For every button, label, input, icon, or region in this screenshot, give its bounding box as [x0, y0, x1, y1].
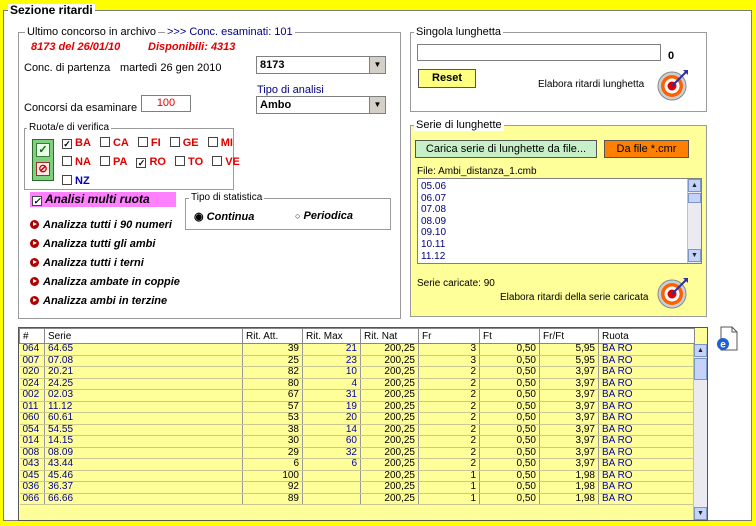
table-cell: 200,25 [361, 378, 419, 390]
table-row[interactable] [20, 401, 695, 413]
col-header[interactable]: Ruota [599, 329, 695, 344]
list-item[interactable]: 10.11 [421, 238, 446, 250]
table-cell: 200,25 [361, 447, 419, 459]
table-row[interactable] [20, 344, 695, 356]
periodica-radio[interactable]: ○ Periodica [295, 210, 354, 222]
table-cell: 3,97 [540, 447, 599, 459]
ultimo-label: Ultimo concorso in archivo [27, 26, 156, 38]
analizza-ambi-link[interactable]: Analizza tutti gli ambi [30, 238, 155, 250]
table-cell: 200,25 [361, 413, 419, 425]
table-cell [303, 482, 361, 494]
table-row[interactable] [20, 378, 695, 390]
list-item[interactable]: 07.08 [421, 204, 447, 216]
target-icon[interactable] [655, 276, 689, 310]
table-cell: 200,25 [361, 470, 419, 482]
table-cell: 0,50 [480, 459, 540, 471]
table-row[interactable] [20, 390, 695, 402]
table-cell: 066 [20, 493, 45, 505]
table-cell: 2 [419, 401, 480, 413]
table-cell: 200,25 [361, 459, 419, 471]
table-cell: 45.46 [45, 470, 243, 482]
scroll-thumb[interactable] [694, 358, 707, 380]
serie-legend: Serie di lunghette [416, 119, 502, 131]
table-row[interactable] [20, 367, 695, 379]
table-row[interactable] [20, 493, 695, 505]
table-cell: 80 [243, 378, 303, 390]
table-cell: 92 [243, 482, 303, 494]
ruota-mi-checkbox[interactable]: MI [208, 137, 233, 149]
ruota-ca-checkbox[interactable]: CA [100, 137, 129, 149]
serie-scrollbar[interactable] [687, 179, 701, 263]
col-header[interactable]: Rit. Max [303, 329, 361, 344]
table-cell: BA RO [599, 390, 695, 402]
table-cell: 0,50 [480, 413, 540, 425]
table-cell: 0,50 [480, 390, 540, 402]
table-header-row [20, 329, 695, 344]
table-cell: 10 [303, 367, 361, 379]
analizza-90-link[interactable]: Analizza tutti i 90 numeri [30, 219, 172, 231]
table-cell: 2 [419, 367, 480, 379]
concorsi-label: Concorsi da esaminare [24, 102, 138, 114]
play-icon [30, 296, 39, 305]
col-header[interactable]: Fr/Ft [540, 329, 599, 344]
carica-serie-button[interactable]: Carica serie di lunghette da file... [415, 140, 597, 158]
export-ie-icon[interactable] [715, 326, 739, 352]
table-cell: 1 [419, 482, 480, 494]
table-cell: 036 [20, 482, 45, 494]
table-cell: 43.44 [45, 459, 243, 471]
table-cell: 66.66 [45, 493, 243, 505]
table-cell: 4 [303, 378, 361, 390]
table-cell: BA RO [599, 424, 695, 436]
table-cell: 2 [419, 447, 480, 459]
table-row[interactable] [20, 447, 695, 459]
ruota-na-checkbox[interactable]: NA [62, 156, 91, 168]
serie-listbox[interactable] [417, 178, 702, 264]
table-cell: 3 [419, 344, 480, 356]
table-cell: 200,25 [361, 493, 419, 505]
tipo-analisi-combo[interactable] [256, 96, 386, 114]
conc-esaminati: >>> Conc. esaminati: 101 [167, 26, 293, 38]
tipo-analisi-label: Tipo di analisi [257, 84, 324, 96]
play-icon [30, 258, 39, 267]
table-cell: 3,97 [540, 401, 599, 413]
table-cell: BA RO [599, 378, 695, 390]
table-cell: 100 [243, 470, 303, 482]
tipo-stat-legend: Tipo di statistica [191, 192, 263, 203]
conc-partenza-combo[interactable] [256, 56, 386, 74]
reset-button[interactable]: Reset [418, 69, 476, 88]
concorsi-input[interactable]: 100 [141, 95, 191, 112]
table-cell [303, 470, 361, 482]
analisi-multi-checkbox[interactable]: ✓ Analisi multi ruota [30, 192, 176, 207]
table-cell: 08.09 [45, 447, 243, 459]
play-icon [30, 277, 39, 286]
scroll-up-icon[interactable]: ▲ [688, 179, 701, 192]
table-cell: 3,97 [540, 459, 599, 471]
scroll-down-icon[interactable]: ▼ [688, 249, 701, 262]
table-cell: 0,50 [480, 367, 540, 379]
table-cell: 2 [419, 378, 480, 390]
table-cell: 02.03 [45, 390, 243, 402]
table-cell: 0,50 [480, 378, 540, 390]
file-label: File: Ambi_distanza_1.cmb [417, 166, 537, 177]
table-cell: 36.37 [45, 482, 243, 494]
table-cell: 67 [243, 390, 303, 402]
chevron-down-icon[interactable]: ▼ [369, 57, 385, 73]
table-cell: 5,95 [540, 355, 599, 367]
table-row[interactable] [20, 459, 695, 471]
table-cell: BA RO [599, 459, 695, 471]
col-header[interactable]: Rit. Nat [361, 329, 419, 344]
table-cell: 20 [303, 413, 361, 425]
table-cell: 38 [243, 424, 303, 436]
analizza-terzine-link[interactable]: Analizza ambi in terzine [30, 295, 167, 307]
col-header[interactable]: Fr [419, 329, 480, 344]
table-cell: 020 [20, 367, 45, 379]
table-cell: BA RO [599, 413, 695, 425]
table-cell: 89 [243, 493, 303, 505]
table-cell: 23 [303, 355, 361, 367]
table-cell: 007 [20, 355, 45, 367]
table-cell: 30 [243, 436, 303, 448]
table-cell: BA RO [599, 344, 695, 356]
table-cell: BA RO [599, 401, 695, 413]
table-cell: 39 [243, 344, 303, 356]
table-cell: 14 [303, 424, 361, 436]
table-cell: 3,97 [540, 367, 599, 379]
table-cell: 2 [419, 390, 480, 402]
table-cell: 064 [20, 344, 45, 356]
table-cell: 3,97 [540, 413, 599, 425]
table-cell: 19 [303, 401, 361, 413]
table-cell: 200,25 [361, 367, 419, 379]
table-cell: 0,50 [480, 401, 540, 413]
table-cell: 2 [419, 436, 480, 448]
table-cell: 0,50 [480, 344, 540, 356]
table-cell: 200,25 [361, 390, 419, 402]
table-cell: 3,97 [540, 436, 599, 448]
ruote-toggle-icon[interactable]: ✓ ⊘ [32, 139, 54, 181]
ruota-ve-checkbox[interactable]: VE [212, 156, 240, 168]
table-scrollbar[interactable] [693, 344, 707, 521]
table-cell: 200,25 [361, 344, 419, 356]
table-cell: BA RO [599, 447, 695, 459]
table-cell: 14.15 [45, 436, 243, 448]
table-cell: BA RO [599, 436, 695, 448]
table-cell: 20.21 [45, 367, 243, 379]
table-cell: 07.08 [45, 355, 243, 367]
table-cell: 1,98 [540, 482, 599, 494]
table-cell: BA RO [599, 470, 695, 482]
target-icon[interactable] [655, 68, 689, 102]
ruota-fi-checkbox[interactable]: FI [138, 137, 161, 149]
table-cell: 200,25 [361, 424, 419, 436]
table-cell: 53 [243, 413, 303, 425]
ruota-to-checkbox[interactable]: TO [175, 156, 203, 168]
table-row[interactable] [20, 482, 695, 494]
table-cell: 200,25 [361, 401, 419, 413]
table-cell: 82 [243, 367, 303, 379]
table-cell: 0,50 [480, 482, 540, 494]
singola-count: 0 [668, 50, 675, 62]
ruote-legend: Ruota/e di verifica [29, 122, 110, 133]
table-cell: 2 [419, 424, 480, 436]
scroll-thumb[interactable] [688, 193, 701, 203]
singola-input[interactable] [417, 44, 661, 61]
svg-text:e: e [720, 339, 726, 351]
table-cell: 008 [20, 447, 45, 459]
table-row[interactable] [20, 424, 695, 436]
ruota-ge-checkbox[interactable]: GE [170, 137, 199, 149]
results-table [18, 327, 708, 521]
table-cell: 3,97 [540, 378, 599, 390]
table-cell: 25 [243, 355, 303, 367]
table-cell: 21 [303, 344, 361, 356]
ultimo-value: 8173 del 26/01/10 [31, 41, 121, 53]
table-cell: 3,97 [540, 390, 599, 402]
ruota-nz-checkbox[interactable]: NZ [62, 175, 90, 187]
table-cell: 32 [303, 447, 361, 459]
table-cell: 2 [419, 413, 480, 425]
ruota-ro-checkbox[interactable]: ✓ RO [137, 156, 166, 168]
table-cell: 002 [20, 390, 45, 402]
table-cell: 60.61 [45, 413, 243, 425]
scroll-up-icon[interactable]: ▲ [694, 344, 707, 357]
list-item[interactable]: 11.12 [421, 250, 446, 262]
table-cell: 24.25 [45, 378, 243, 390]
list-item[interactable]: 08.09 [421, 215, 447, 227]
ruota-pa-checkbox[interactable]: PA [100, 156, 127, 168]
ruote-row-3 [62, 175, 96, 187]
disponibili: Disponibili: 4313 [148, 41, 236, 53]
table-cell: 0,50 [480, 436, 540, 448]
table-cell: 64.65 [45, 344, 243, 356]
serie-list [421, 181, 446, 262]
table-cell: 54.55 [45, 424, 243, 436]
continua-radio[interactable]: ◉ Continua [194, 211, 255, 223]
analizza-terni-link[interactable]: Analizza tutti i terni [30, 257, 144, 269]
table-cell: BA RO [599, 355, 695, 367]
section-title: Sezione ritardi [10, 3, 93, 17]
table-cell: 0,50 [480, 355, 540, 367]
elabora-serie-label: Elabora ritardi della serie caricata [500, 292, 649, 303]
analizza-ambate-link[interactable]: Analizza ambate in coppie [30, 276, 180, 288]
table-cell: 6 [303, 459, 361, 471]
table-cell: BA RO [599, 367, 695, 379]
scroll-down-icon[interactable]: ▼ [694, 507, 707, 520]
table-cell: 3,97 [540, 424, 599, 436]
table-cell: BA RO [599, 482, 695, 494]
table-row[interactable] [20, 436, 695, 448]
conc-partenza-label: Conc. di partenza [24, 62, 111, 74]
table-cell: 31 [303, 390, 361, 402]
table-cell: 6 [243, 459, 303, 471]
table-cell: 0,50 [480, 447, 540, 459]
ruote-row-2 [62, 156, 246, 168]
serie-caricate: Serie caricate: 90 [417, 278, 495, 289]
table-cell: 024 [20, 378, 45, 390]
chevron-down-icon[interactable]: ▼ [369, 97, 385, 113]
col-header[interactable]: Ft [480, 329, 540, 344]
table-cell: 57 [243, 401, 303, 413]
list-item[interactable]: 09.10 [421, 227, 447, 239]
singola-legend: Singola lunghetta [416, 26, 502, 38]
table-cell: 29 [243, 447, 303, 459]
continua-label: Continua [206, 211, 255, 223]
table-cell: 011 [20, 401, 45, 413]
table-cell: 1,98 [540, 493, 599, 505]
table-cell: 2 [419, 459, 480, 471]
results-grid [19, 328, 695, 505]
col-header[interactable]: Rit. Att. [243, 329, 303, 344]
play-icon [30, 239, 39, 248]
table-cell: 200,25 [361, 355, 419, 367]
table-cell: 11.12 [45, 401, 243, 413]
table-cell: BA RO [599, 493, 695, 505]
table-cell [303, 493, 361, 505]
table-row[interactable] [20, 355, 695, 367]
da-file-button[interactable]: Da file *.cmr [604, 140, 689, 158]
periodica-label: Periodica [303, 210, 354, 222]
ruota-ba-checkbox[interactable]: ✓ BA [63, 137, 91, 149]
tipo-analisi-value: Ambo [260, 99, 292, 111]
table-cell: 0,50 [480, 470, 540, 482]
table-cell: 200,25 [361, 482, 419, 494]
table-cell: 060 [20, 413, 45, 425]
list-item[interactable]: 05.06 [421, 181, 447, 192]
col-header[interactable]: Serie [45, 329, 243, 344]
play-icon [30, 220, 39, 229]
table-cell: 043 [20, 459, 45, 471]
table-cell: 1 [419, 493, 480, 505]
table-cell: 054 [20, 424, 45, 436]
table-cell: 5,95 [540, 344, 599, 356]
elabora-lunghetta-label: Elabora ritardi lunghetta [538, 79, 645, 90]
table-cell: 1,98 [540, 470, 599, 482]
list-item[interactable]: 06.07 [421, 192, 447, 204]
ruote-row-1 [62, 137, 239, 149]
table-row[interactable] [20, 470, 695, 482]
conc-partenza-date: martedì 26 gen 2010 [120, 62, 222, 74]
table-cell: 200,25 [361, 436, 419, 448]
conc-partenza-value: 8173 [260, 59, 285, 71]
analisi-multi-label: Analisi multi ruota [45, 192, 150, 206]
table-cell: 0,50 [480, 493, 540, 505]
table-cell: 1 [419, 470, 480, 482]
table-cell: 60 [303, 436, 361, 448]
table-cell: 3 [419, 355, 480, 367]
col-header[interactable]: # [20, 329, 45, 344]
table-cell: 014 [20, 436, 45, 448]
table-cell: 0,50 [480, 424, 540, 436]
table-row[interactable] [20, 413, 695, 425]
table-cell: 045 [20, 470, 45, 482]
